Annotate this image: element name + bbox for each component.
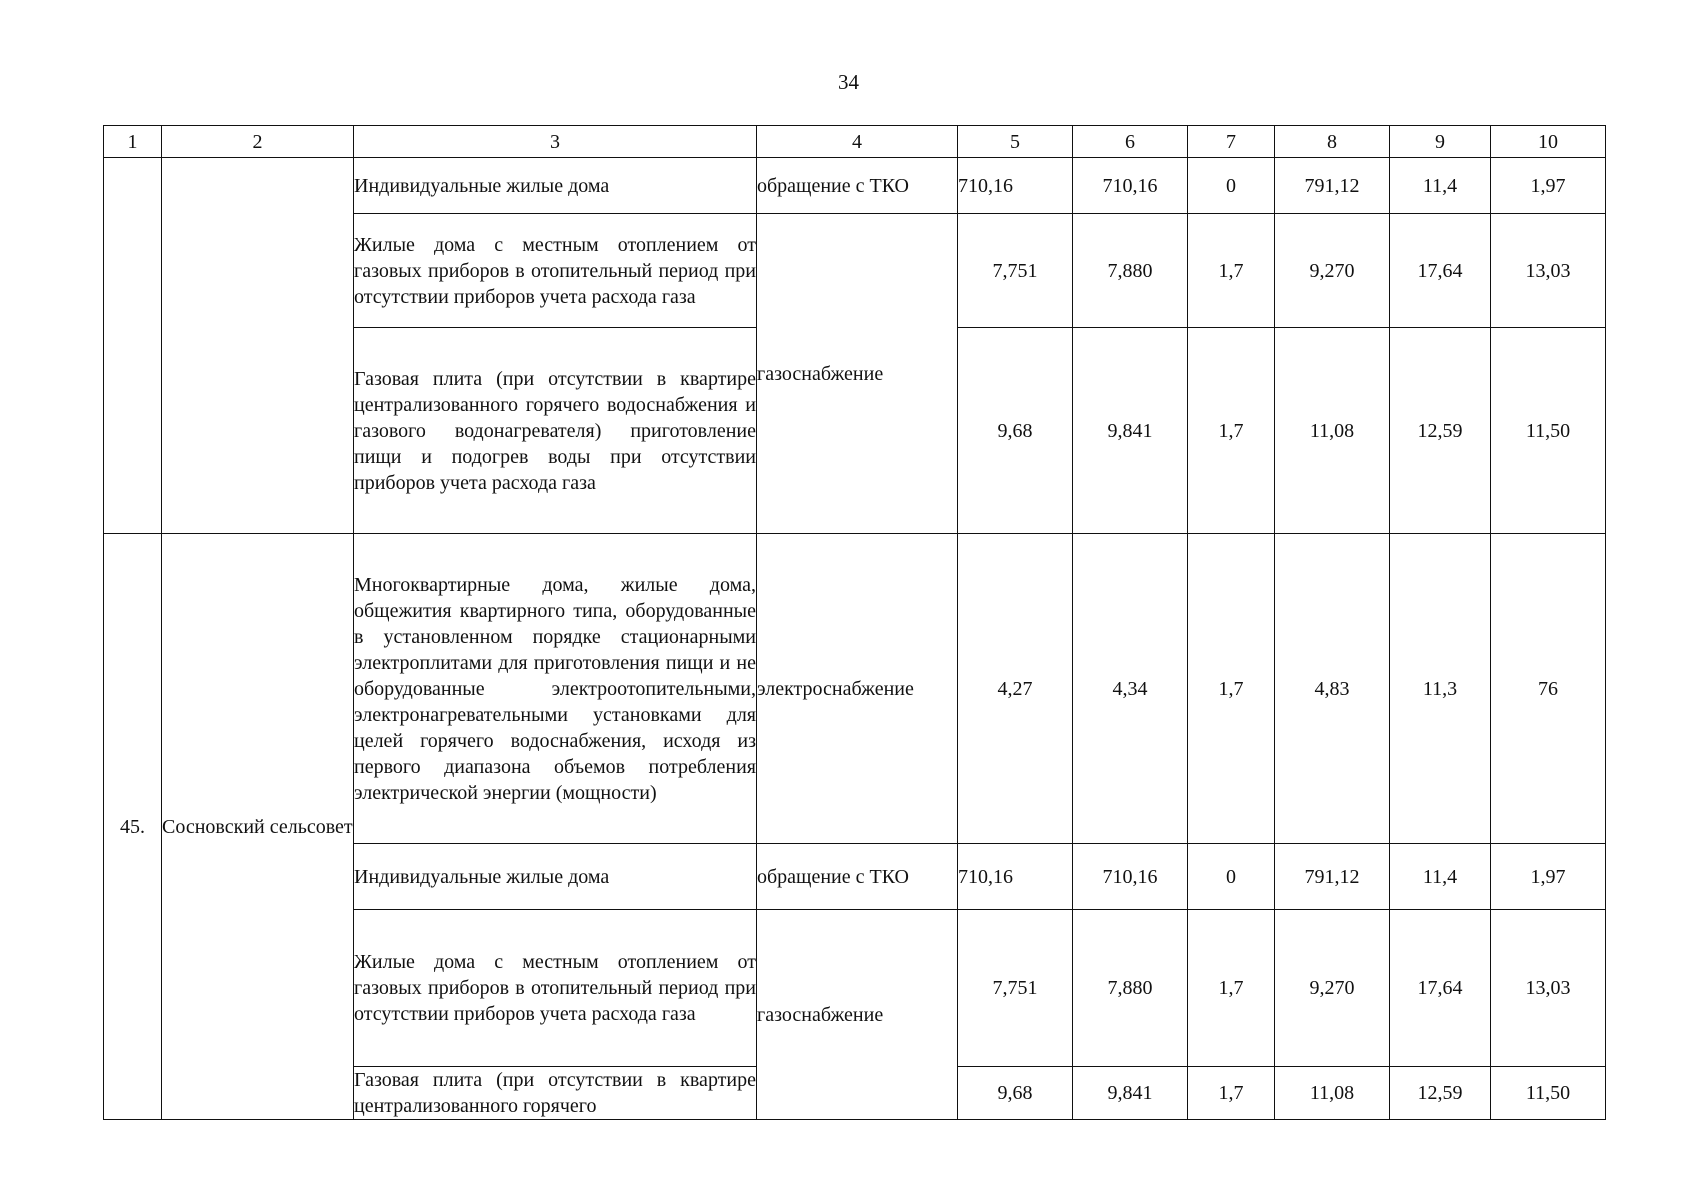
value-col9: 11,4 (1390, 158, 1491, 214)
municipality-cell (162, 158, 354, 534)
value-col6: 710,16 (1073, 158, 1188, 214)
value-col10: 1,97 (1491, 158, 1606, 214)
header-cell-2: 2 (162, 126, 354, 158)
header-cell-10: 10 (1491, 126, 1606, 158)
housing-type-cell: Индивидуальные жилые дома (354, 158, 757, 214)
value-col7: 0 (1188, 158, 1275, 214)
value-col5: 710,16 (958, 158, 1073, 214)
value-col8: 11,08 (1275, 328, 1390, 534)
value-col5: 4,27 (958, 534, 1073, 844)
housing-type-cell: Жилые дома с местным отоплением от газовых приборов в отопительный период при отсутствии приборов учета расхода газа (354, 214, 757, 328)
value-col6: 710,16 (1073, 844, 1188, 910)
housing-type-text: Газовая плита (при отсутствии в квартире централизованного горячего (354, 1069, 756, 1117)
value-col6: 9,841 (1073, 328, 1188, 534)
value-col10: 13,03 (1491, 214, 1606, 328)
value-col9: 12,59 (1390, 1067, 1491, 1120)
header-row (104, 126, 1606, 158)
value-col6: 7,880 (1073, 910, 1188, 1067)
service-cell: обращение с ТКО (757, 158, 958, 214)
housing-type-cell: Газовая плита (при отсутствии в квартире централизованного горячего водоснабжения и газового водонагревателя) приготовление пищи и подогрев воды при отсутствии приборов учета расхода газа (354, 328, 757, 534)
page-number: 34 (838, 70, 859, 94)
value-col7: 1,7 (1188, 910, 1275, 1067)
value-col7: 1,7 (1188, 328, 1275, 534)
value-col9: 17,64 (1390, 214, 1491, 328)
row-number-cell: 45. (104, 534, 162, 1120)
housing-type-cell: Индивидуальные жилые дома (354, 844, 757, 910)
municipality-cell: Сосновский сельсовет (162, 534, 354, 1120)
value-col9: 11,3 (1390, 534, 1491, 844)
row-number-cell (104, 158, 162, 534)
value-col5: 9,68 (958, 1067, 1073, 1120)
value-col6: 7,880 (1073, 214, 1188, 328)
header-cell-1: 1 (104, 126, 162, 158)
header-cell-3: 3 (354, 126, 757, 158)
value-col7: 0 (1188, 844, 1275, 910)
service-cell: газоснабжение (757, 910, 958, 1120)
header-cell-9: 9 (1390, 126, 1491, 158)
value-col6: 9,841 (1073, 1067, 1188, 1120)
table-row (104, 158, 1606, 214)
value-col5: 710,16 (958, 844, 1073, 910)
service-cell: обращение с ТКО (757, 844, 958, 910)
value-col7: 1,7 (1188, 534, 1275, 844)
header-cell-6: 6 (1073, 126, 1188, 158)
value-col10: 11,50 (1491, 1067, 1606, 1120)
table-row (104, 534, 1606, 844)
service-cell: газоснабжение (757, 214, 958, 534)
housing-type-cell: Многоквартирные дома, жилые дома, общежития квартирного типа, оборудованные в установленном порядке стационарными электроплитами для приготовления пищи и не оборудованные электроотопительными, электронагревательными установками для целей горячего водоснабжения, исходя из первого диапазона объемов потребления электрической энергии (мощности) (354, 534, 757, 844)
header-cell-8: 8 (1275, 126, 1390, 158)
value-col7: 1,7 (1188, 1067, 1275, 1120)
header-cell-4: 4 (757, 126, 958, 158)
housing-type-cell: Жилые дома с местным отоплением от газовых приборов в отопительный период при отсутствии приборов учета расхода газа (354, 910, 757, 1067)
value-col6: 4,34 (1073, 534, 1188, 844)
tariff-table (103, 125, 1606, 1120)
housing-type-cell (354, 1067, 757, 1120)
value-col10: 76 (1491, 534, 1606, 844)
value-col8: 791,12 (1275, 844, 1390, 910)
value-col9: 12,59 (1390, 328, 1491, 534)
value-col8: 791,12 (1275, 158, 1390, 214)
value-col10: 13,03 (1491, 910, 1606, 1067)
header-cell-5: 5 (958, 126, 1073, 158)
service-cell: электроснабжение (757, 534, 958, 844)
value-col8: 4,83 (1275, 534, 1390, 844)
value-col10: 1,97 (1491, 844, 1606, 910)
value-col9: 11,4 (1390, 844, 1491, 910)
value-col5: 7,751 (958, 214, 1073, 328)
header-cell-7: 7 (1188, 126, 1275, 158)
value-col7: 1,7 (1188, 214, 1275, 328)
value-col5: 9,68 (958, 328, 1073, 534)
value-col9: 17,64 (1390, 910, 1491, 1067)
value-col8: 11,08 (1275, 1067, 1390, 1120)
value-col5: 7,751 (958, 910, 1073, 1067)
value-col10: 11,50 (1491, 328, 1606, 534)
value-col8: 9,270 (1275, 214, 1390, 328)
value-col8: 9,270 (1275, 910, 1390, 1067)
